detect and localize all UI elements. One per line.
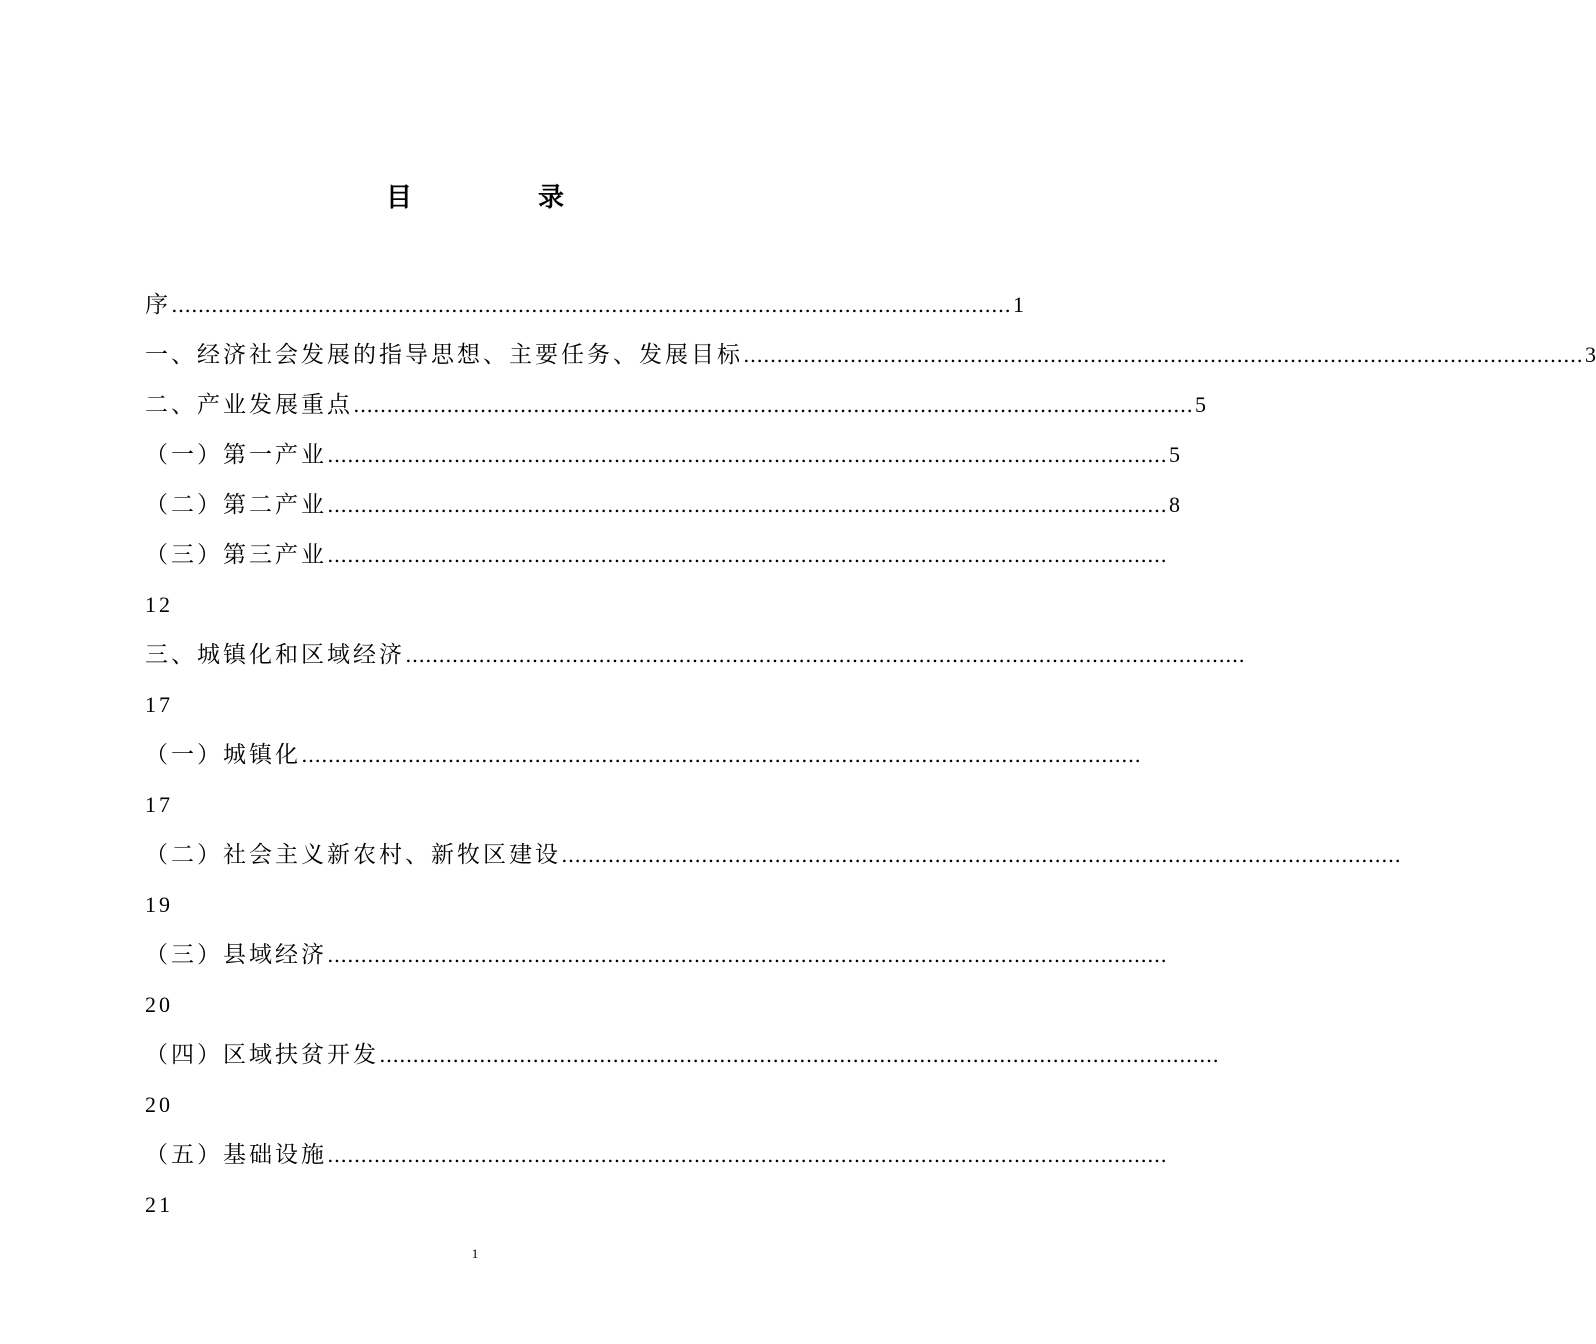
toc-entry[interactable] <box>145 730 1141 780</box>
toc-entry-page: 3 <box>1585 342 1596 367</box>
toc-entry[interactable] <box>145 630 1245 680</box>
toc-entry-page: 20 <box>145 1092 173 1117</box>
toc-entry[interactable] <box>145 330 1596 380</box>
dot-leader: ……………………………………………………………………………………………………………… <box>327 543 1167 567</box>
page-number: 1 <box>471 1246 479 1261</box>
toc-entry-label: （三）第三产业 <box>145 542 327 568</box>
toc-entry-page: 17 <box>145 792 173 817</box>
toc-entry-label: （四）区域扶贫开发 <box>145 1042 379 1068</box>
dot-leader: ……………………………………………………………………………………………………………… <box>327 493 1167 517</box>
toc-entry-label: 一、经济社会发展的指导思想、主要任务、发展目标 <box>145 342 743 368</box>
dot-leader: ……………………………………………………………………………………………………………… <box>561 843 1401 867</box>
dot-leader: ……………………………………………………………………………………………………………… <box>171 293 1011 317</box>
table-of-contents <box>145 280 1596 1230</box>
toc-entry-page: 5 <box>1195 392 1206 417</box>
toc-entry[interactable] <box>145 830 1401 880</box>
toc-entry[interactable] <box>145 480 1180 530</box>
toc-entry-page: 8 <box>1169 492 1180 517</box>
toc-entry[interactable] <box>145 1030 1219 1080</box>
toc-entry-label: 三、城镇化和区域经济 <box>145 642 405 668</box>
dot-leader: ……………………………………………………………………………………………………………… <box>743 343 1583 367</box>
toc-entry-label: （五）基础设施 <box>145 1142 327 1168</box>
toc-entry-page: 1 <box>1013 292 1024 317</box>
toc-entry-page: 5 <box>1169 442 1180 467</box>
dot-leader: ……………………………………………………………………………………………………………… <box>327 1143 1167 1167</box>
dot-leader: ……………………………………………………………………………………………………………… <box>405 643 1245 667</box>
toc-title: 目 录 <box>385 183 614 213</box>
toc-entry-label: （二）第二产业 <box>145 492 327 518</box>
toc-entry-label: 序 <box>145 292 171 318</box>
toc-entry[interactable] <box>145 430 1180 480</box>
dot-leader: ……………………………………………………………………………………………………………… <box>353 393 1193 417</box>
dot-leader: ……………………………………………………………………………………………………………… <box>327 943 1167 967</box>
dot-leader: ……………………………………………………………………………………………………………… <box>327 443 1167 467</box>
toc-entry[interactable] <box>145 530 1167 580</box>
toc-entry-page: 17 <box>145 692 173 717</box>
toc-entry-label: （三）县域经济 <box>145 942 327 968</box>
dot-leader: ……………………………………………………………………………………………………………… <box>379 1043 1219 1067</box>
toc-entry-label: （一）城镇化 <box>145 742 301 768</box>
toc-entry-label: 二、产业发展重点 <box>145 392 353 418</box>
toc-entry-page: 21 <box>145 1192 173 1217</box>
toc-entry-label: （一）第一产业 <box>145 442 327 468</box>
toc-entry-label: （二）社会主义新农村、新牧区建设 <box>145 842 561 868</box>
toc-entry-page: 20 <box>145 992 173 1017</box>
toc-entry[interactable] <box>145 380 1206 430</box>
toc-entry-page: 19 <box>145 892 173 917</box>
toc-entry-page: 12 <box>145 592 173 617</box>
dot-leader: ……………………………………………………………………………………………………………… <box>301 743 1141 767</box>
toc-entry[interactable] <box>145 280 1024 330</box>
toc-entry[interactable] <box>145 930 1167 980</box>
toc-entry[interactable] <box>145 1130 1167 1180</box>
